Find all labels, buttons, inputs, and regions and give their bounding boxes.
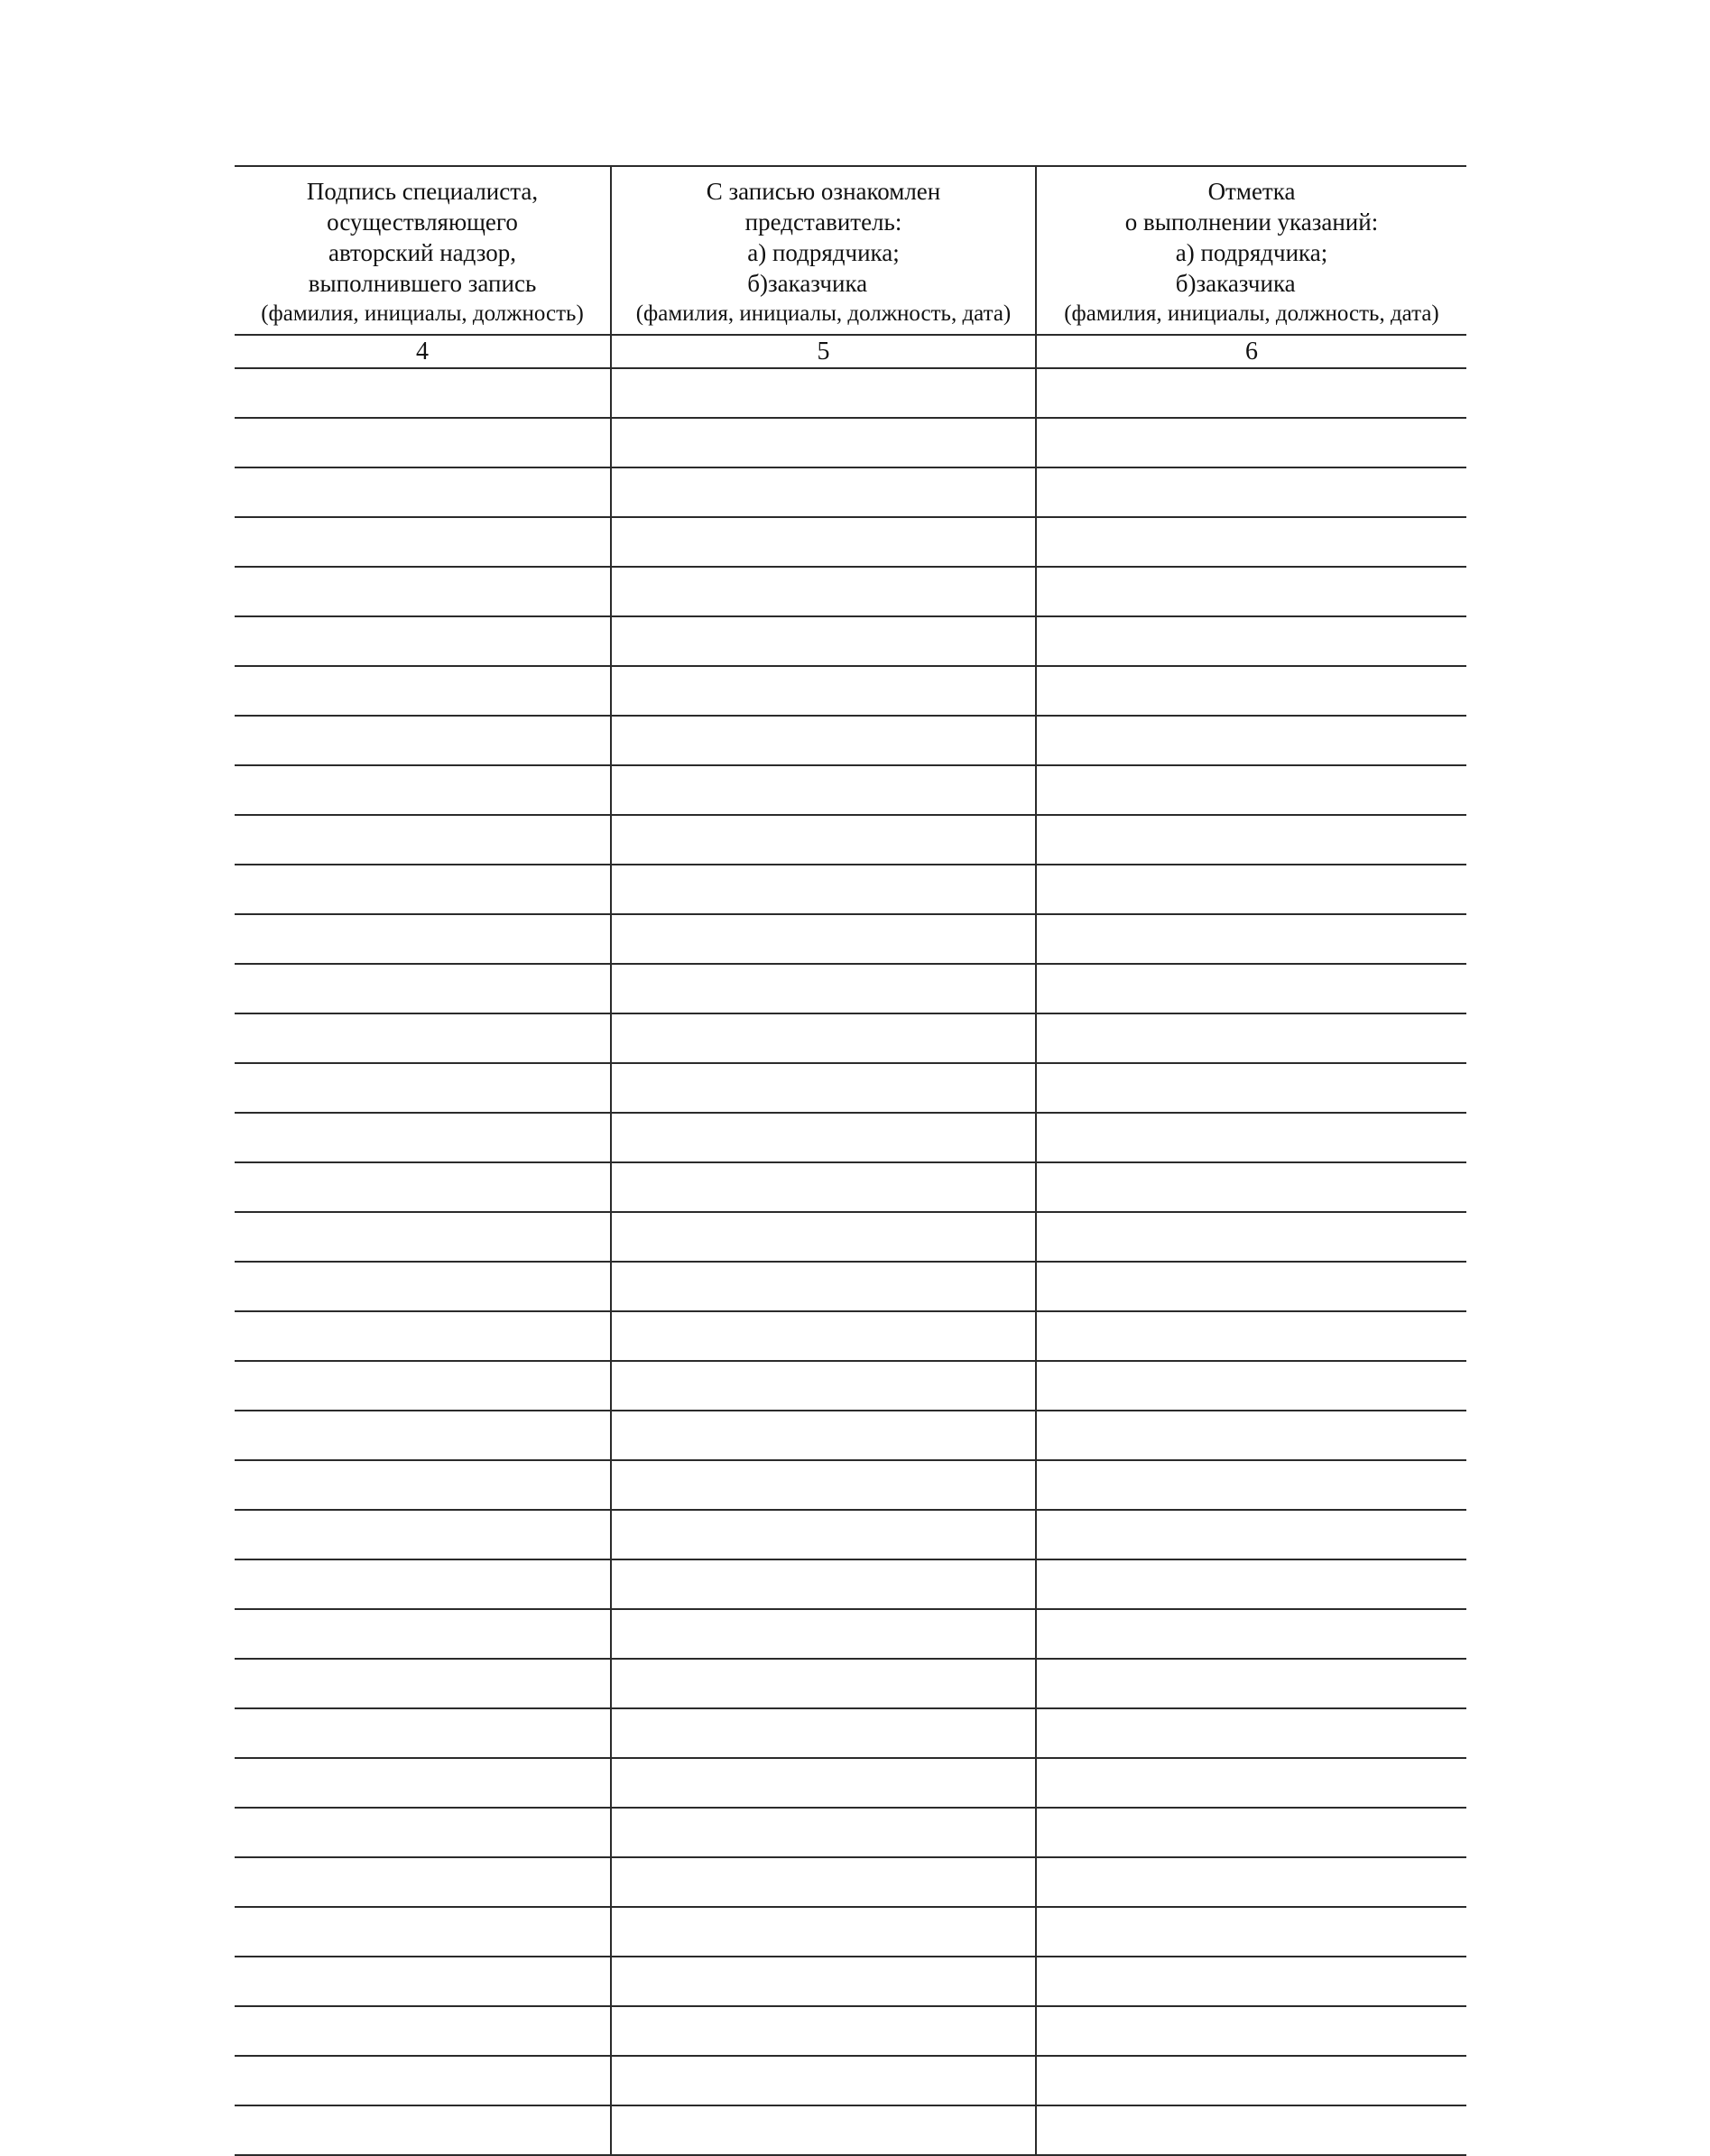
table-cell[interactable] [235,1758,611,1808]
header-note: (фамилия, инициалы, должность, дата) [635,301,1012,326]
table-cell[interactable] [1036,1162,1466,1212]
table-cell[interactable] [235,1609,611,1659]
table-cell[interactable] [611,1659,1036,1708]
table-cell[interactable] [1036,914,1466,964]
header-line: Подпись специалиста, [306,178,539,205]
table-cell[interactable] [611,1013,1036,1063]
table-cell[interactable] [1036,1609,1466,1659]
table-cell[interactable] [611,1212,1036,1262]
table-cell[interactable] [235,567,611,616]
table-cell[interactable] [611,1857,1036,1907]
table-body [235,368,1466,2155]
table-row [235,964,1466,1013]
table-row [235,1063,1466,1113]
table-cell[interactable] [235,1113,611,1162]
table-cell[interactable] [235,418,611,467]
column-number-row [235,335,1466,368]
table-row [235,418,1466,467]
table-row [235,2105,1466,2155]
table-cell[interactable] [1036,2006,1466,2056]
table-cell[interactable] [1036,1708,1466,1758]
header-note: (фамилия, инициалы, должность, дата) [1064,301,1439,326]
table-cell[interactable] [611,1411,1036,1460]
table-cell[interactable] [235,765,611,815]
table-cell[interactable] [235,467,611,517]
table-cell[interactable] [235,1361,611,1411]
table-cell[interactable] [235,1311,611,1361]
table-cell[interactable] [611,1510,1036,1559]
column-number: 5 [611,335,1036,368]
table-row [235,1113,1466,1162]
table-row [235,567,1466,616]
table-cell[interactable] [235,1460,611,1510]
table-row [235,1311,1466,1361]
column-number: 6 [1036,335,1466,368]
header-list-item: а) подрядчика; [747,239,900,266]
table-row [235,1411,1466,1460]
header-line: С записью ознакомлен [706,178,941,205]
table-cell[interactable] [611,1361,1036,1411]
header-execution-mark [1036,166,1466,335]
table-row [235,616,1466,666]
table-cell[interactable] [235,1212,611,1262]
header-note: (фамилия, инициалы, должность) [261,301,584,326]
table-cell[interactable] [1036,567,1466,616]
table-cell[interactable] [611,1808,1036,1857]
table-row [235,1162,1466,1212]
table-cell[interactable] [611,1907,1036,1957]
table-cell[interactable] [611,2105,1036,2155]
table-cell[interactable] [1036,1957,1466,2006]
header-specialist-signature [235,166,611,335]
table-cell[interactable] [235,1708,611,1758]
table-cell[interactable] [235,1013,611,1063]
table-row [235,1808,1466,1857]
table-cell[interactable] [235,368,611,418]
table-cell[interactable] [235,914,611,964]
table-cell[interactable] [1036,1311,1466,1361]
table-cell[interactable] [611,964,1036,1013]
table-cell[interactable] [1036,815,1466,865]
table-cell[interactable] [1036,616,1466,666]
table-cell[interactable] [235,1957,611,2006]
table-cell[interactable] [611,2006,1036,2056]
table-cell[interactable] [1036,1659,1466,1708]
table-cell[interactable] [1036,1113,1466,1162]
table-cell[interactable] [1036,1857,1466,1907]
table-cell[interactable] [611,1262,1036,1311]
table-cell[interactable] [235,815,611,865]
table-cell[interactable] [1036,1808,1466,1857]
header-line: осуществляющего [327,208,518,236]
table-cell[interactable] [611,1609,1036,1659]
table-row [235,1212,1466,1262]
table-cell[interactable] [611,1708,1036,1758]
table-cell[interactable] [611,368,1036,418]
journal-page [235,165,1466,2156]
table-row [235,666,1466,716]
table-row [235,1659,1466,1708]
header-list-item: б)заказчика [747,270,868,297]
table-cell[interactable] [235,1510,611,1559]
table-cell[interactable] [611,467,1036,517]
table-cell[interactable] [611,1559,1036,1609]
header-line: представитель: [744,208,902,236]
table-cell[interactable] [1036,1758,1466,1808]
table-cell[interactable] [611,418,1036,467]
table-row [235,1559,1466,1609]
table-row [235,2006,1466,2056]
table-row [235,716,1466,765]
table-cell[interactable] [611,666,1036,716]
table-cell[interactable] [611,1113,1036,1162]
table-cell[interactable] [1036,716,1466,765]
table-cell[interactable] [235,1907,611,1957]
table-row [235,815,1466,865]
table-cell[interactable] [1036,1361,1466,1411]
table-cell[interactable] [1036,467,1466,517]
table-cell[interactable] [1036,1262,1466,1311]
table-cell[interactable] [611,2056,1036,2105]
table-cell[interactable] [611,1460,1036,1510]
table-cell[interactable] [611,616,1036,666]
header-line: авторский надзор, [328,239,516,266]
header-list [747,237,900,299]
table-cell[interactable] [611,815,1036,865]
table-row [235,1907,1466,1957]
table-row [235,1609,1466,1659]
table-header-row [235,166,1466,335]
table-cell[interactable] [235,1857,611,1907]
table-cell[interactable] [1036,368,1466,418]
table-cell[interactable] [1036,865,1466,914]
table-cell[interactable] [235,666,611,716]
table-cell[interactable] [611,865,1036,914]
table-cell[interactable] [1036,1212,1466,1262]
table-cell[interactable] [1036,517,1466,567]
table-row [235,1013,1466,1063]
header-list-item: б)заказчика [1175,270,1296,297]
column-number: 4 [235,335,611,368]
table-row [235,1857,1466,1907]
table-row [235,2056,1466,2105]
table-cell[interactable] [1036,2105,1466,2155]
header-line: выполнившего запись [308,270,537,297]
table-cell[interactable] [1036,666,1466,716]
table-cell[interactable] [611,1957,1036,2006]
table-cell[interactable] [235,2056,611,2105]
table-cell[interactable] [611,567,1036,616]
table-cell[interactable] [235,1659,611,1708]
table-cell[interactable] [1036,1907,1466,1957]
header-line: Отметка [1207,178,1296,205]
table-cell[interactable] [235,2105,611,2155]
table-row [235,467,1466,517]
table-cell[interactable] [611,1758,1036,1808]
table-cell[interactable] [1036,1559,1466,1609]
table-cell[interactable] [611,765,1036,815]
header-line: о выполнении указаний: [1124,208,1379,236]
table-row [235,1708,1466,1758]
table-cell[interactable] [235,2006,611,2056]
table-cell[interactable] [235,1559,611,1609]
table-cell[interactable] [235,964,611,1013]
header-list-item: а) подрядчика; [1175,239,1328,266]
table-cell[interactable] [235,1063,611,1113]
table-cell[interactable] [235,1411,611,1460]
table-cell[interactable] [1036,1460,1466,1510]
table-cell[interactable] [1036,964,1466,1013]
table-cell[interactable] [611,1063,1036,1113]
table-cell[interactable] [235,616,611,666]
table-cell[interactable] [611,914,1036,964]
header-list [1176,237,1328,299]
table-cell[interactable] [235,1808,611,1857]
table-cell[interactable] [1036,1013,1466,1063]
table-row [235,517,1466,567]
table-row [235,1460,1466,1510]
table-row [235,368,1466,418]
table-cell[interactable] [1036,1411,1466,1460]
table-cell[interactable] [235,716,611,765]
table-cell[interactable] [235,1162,611,1212]
table-row [235,765,1466,815]
table-cell[interactable] [1036,1063,1466,1113]
table-cell[interactable] [611,517,1036,567]
table-row [235,914,1466,964]
table-row [235,865,1466,914]
supervision-journal-table [235,165,1466,2156]
table-row [235,1758,1466,1808]
header-acknowledged-by [611,166,1036,335]
table-cell[interactable] [1036,1510,1466,1559]
table-row [235,1361,1466,1411]
table-row [235,1262,1466,1311]
table-cell[interactable] [235,1262,611,1311]
table-cell[interactable] [611,716,1036,765]
table-cell[interactable] [235,517,611,567]
table-cell[interactable] [611,1162,1036,1212]
table-cell[interactable] [1036,418,1466,467]
table-cell[interactable] [1036,765,1466,815]
table-cell[interactable] [611,1311,1036,1361]
table-row [235,1510,1466,1559]
table-cell[interactable] [1036,2056,1466,2105]
table-row [235,1957,1466,2006]
table-cell[interactable] [235,865,611,914]
